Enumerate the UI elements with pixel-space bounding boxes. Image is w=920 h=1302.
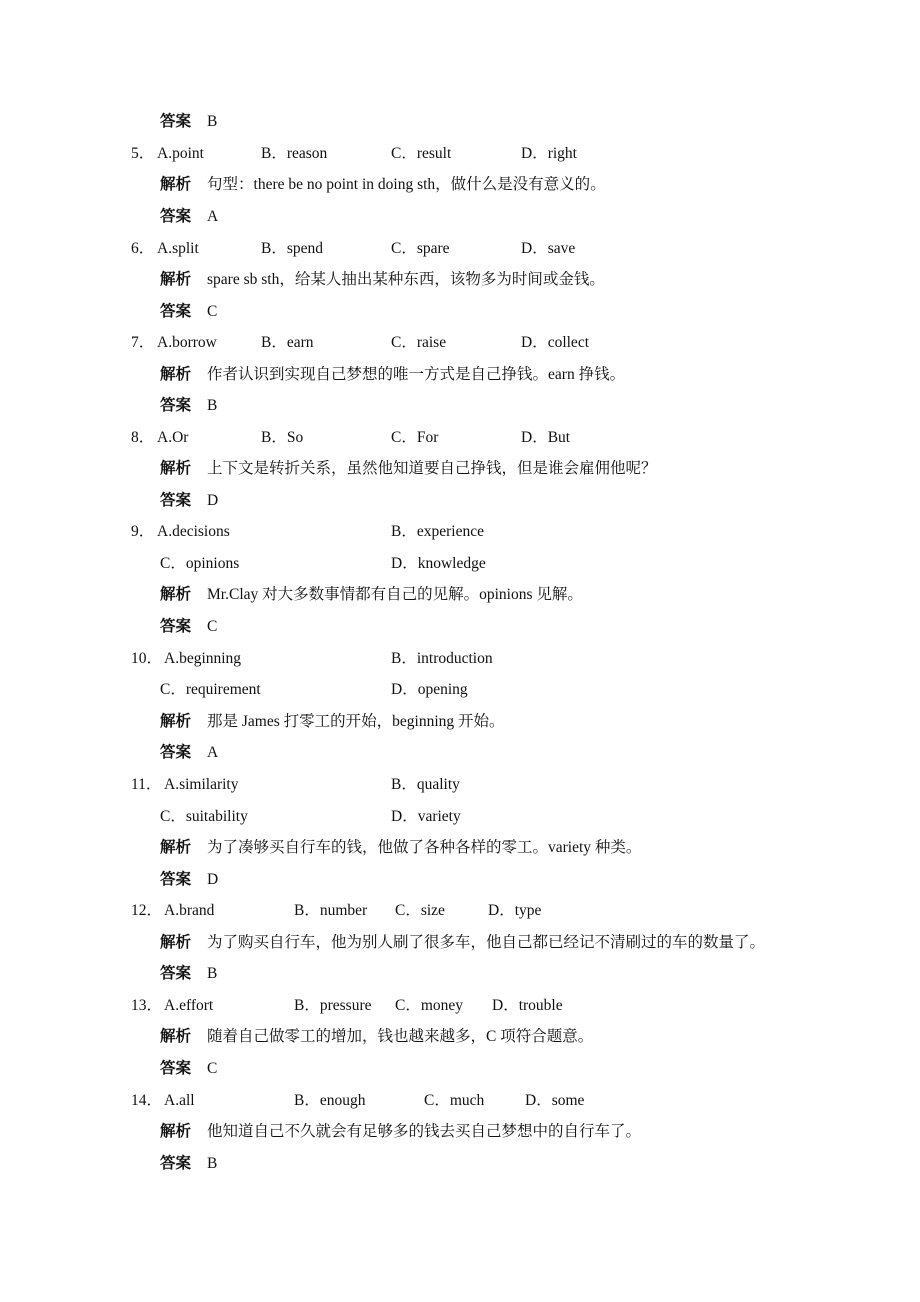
answer-row — [160, 110, 217, 134]
option-a: A.decisions — [157, 523, 230, 540]
option-c: C．much — [424, 1092, 485, 1109]
option-b: B．quality — [391, 776, 460, 793]
answer-label: 答案 — [160, 965, 192, 982]
option-b: B．number — [294, 902, 368, 919]
answer-label: 答案 — [160, 492, 192, 509]
analysis-label: 解析 — [160, 839, 192, 856]
answer-label: 答案 — [160, 618, 192, 635]
option-b: B．experience — [391, 523, 484, 540]
option-b: B．introduction — [391, 650, 493, 667]
analysis-row — [160, 710, 505, 734]
answer-row — [160, 1152, 217, 1176]
option-d: D．collect — [521, 334, 590, 351]
analysis-label: 解析 — [160, 1028, 192, 1045]
analysis-row — [160, 363, 625, 387]
question-number: 5． — [131, 145, 155, 162]
option-c: C．suitability — [160, 808, 248, 825]
question-row — [0, 647, 920, 671]
question-row-2 — [0, 678, 920, 702]
question-row — [0, 994, 920, 1018]
answer-row — [160, 962, 217, 986]
question-number: 9． — [131, 523, 155, 540]
analysis-row — [160, 583, 583, 607]
option-d: D．opening — [391, 681, 468, 698]
answer-label: 答案 — [160, 397, 192, 414]
option-a: A.Or — [157, 429, 189, 446]
question-row — [0, 426, 920, 450]
analysis-text: spare sb sth，给某人抽出某种东西，该物多为时间或金钱。 — [207, 271, 605, 288]
analysis-row — [160, 1120, 641, 1144]
option-d: D．variety — [391, 808, 461, 825]
analysis-label: 解析 — [160, 1123, 192, 1140]
answer-row — [160, 489, 218, 513]
answer-label: 答案 — [160, 1155, 192, 1172]
question-row — [0, 899, 920, 923]
option-d: D．knowledge — [391, 555, 486, 572]
answer-row — [160, 300, 217, 324]
option-c: C．result — [391, 145, 452, 162]
question-row — [0, 773, 920, 797]
option-d: D．right — [521, 145, 577, 162]
analysis-label: 解析 — [160, 366, 192, 383]
question-row — [0, 520, 920, 544]
option-d: D．trouble — [492, 997, 563, 1014]
option-a: A.beginning — [164, 650, 242, 667]
analysis-label: 解析 — [160, 460, 192, 477]
analysis-row — [160, 173, 606, 197]
answer-row — [160, 868, 218, 892]
answer-label: 答案 — [160, 1060, 192, 1077]
analysis-text: 那是 James 打零工的开始，beginning 开始。 — [207, 713, 505, 730]
answer-value: B — [207, 397, 218, 414]
option-d: D．But — [521, 429, 571, 446]
answer-value: D — [207, 492, 219, 509]
option-d: D．save — [521, 240, 576, 257]
answer-label: 答案 — [160, 303, 192, 320]
answer-row — [160, 615, 217, 639]
option-d: D．some — [525, 1092, 585, 1109]
analysis-text: Mr.Clay 对大多数事情都有自己的见解。opinions 见解。 — [207, 586, 583, 603]
analysis-label: 解析 — [160, 713, 192, 730]
option-b: B．reason — [261, 145, 328, 162]
option-a: A.similarity — [164, 776, 239, 793]
question-row — [0, 331, 920, 355]
answer-value: A — [207, 208, 219, 225]
question-number: 6． — [131, 240, 155, 257]
analysis-text: 作者认识到实现自己梦想的唯一方式是自己挣钱。earn 挣钱。 — [207, 366, 626, 383]
answer-value: C — [207, 618, 218, 635]
question-row-2 — [0, 552, 920, 576]
question-number: 14． — [131, 1092, 163, 1109]
question-number: 12． — [131, 902, 163, 919]
answer-value: C — [207, 303, 218, 320]
option-a: A.borrow — [157, 334, 217, 351]
answer-label: 答案 — [160, 113, 192, 130]
option-a: A.effort — [164, 997, 214, 1014]
analysis-label: 解析 — [160, 586, 192, 603]
analysis-row — [160, 268, 605, 292]
answer-label: 答案 — [160, 871, 192, 888]
option-c: C．money — [395, 997, 464, 1014]
option-c: C．raise — [391, 334, 447, 351]
option-a: A.split — [157, 240, 199, 257]
option-c: C．For — [391, 429, 439, 446]
analysis-label: 解析 — [160, 934, 192, 951]
analysis-text: 为了凑够买自行车的钱，他做了各种各样的零工。variety 种类。 — [207, 839, 642, 856]
answer-value: D — [207, 871, 219, 888]
analysis-text: 他知道自己不久就会有足够多的钱去买自己梦想中的自行车了。 — [207, 1123, 642, 1140]
question-row — [0, 237, 920, 261]
option-c: C．spare — [391, 240, 450, 257]
answer-row — [160, 741, 218, 765]
analysis-row — [160, 457, 657, 481]
option-a: A.point — [157, 145, 204, 162]
analysis-label: 解析 — [160, 176, 192, 193]
analysis-text: 随着自己做零工的增加，钱也越来越多，C 项符合题意。 — [207, 1028, 594, 1045]
option-c: C．opinions — [160, 555, 240, 572]
answer-label: 答案 — [160, 744, 192, 761]
question-row-2 — [0, 805, 920, 829]
analysis-row — [160, 931, 765, 955]
question-number: 7． — [131, 334, 155, 351]
question-number: 10． — [131, 650, 163, 667]
answer-value: A — [207, 744, 219, 761]
question-number: 13． — [131, 997, 163, 1014]
question-number: 11． — [131, 776, 162, 793]
analysis-row — [160, 1025, 593, 1049]
answer-value: B — [207, 113, 218, 130]
analysis-text: 上下文是转折关系，虽然他知道要自己挣钱，但是谁会雇佣他呢？ — [207, 460, 657, 477]
option-b: B．earn — [261, 334, 314, 351]
question-number: 8． — [131, 429, 155, 446]
option-b: B．pressure — [294, 997, 372, 1014]
answer-value: C — [207, 1060, 218, 1077]
answer-value: B — [207, 965, 218, 982]
option-b: B．enough — [294, 1092, 366, 1109]
answer-row — [160, 1057, 217, 1081]
analysis-text: 句型：there be no point in doing sth，做什么是没有意义的。 — [207, 176, 606, 193]
option-d: D．type — [488, 902, 542, 919]
option-a: A.all — [164, 1092, 195, 1109]
analysis-row — [160, 836, 641, 860]
answer-value: B — [207, 1155, 218, 1172]
question-row — [0, 1089, 920, 1113]
option-c: C．size — [395, 902, 445, 919]
option-b: B．spend — [261, 240, 324, 257]
question-row — [0, 142, 920, 166]
analysis-text: 为了购买自行车，他为别人刷了很多车，他自己都已经记不清刷过的车的数量了。 — [207, 934, 766, 951]
answer-row — [160, 394, 217, 418]
answer-label: 答案 — [160, 208, 192, 225]
analysis-label: 解析 — [160, 271, 192, 288]
option-b: B．So — [261, 429, 304, 446]
option-a: A.brand — [164, 902, 215, 919]
answer-row — [160, 205, 218, 229]
option-c: C．requirement — [160, 681, 261, 698]
